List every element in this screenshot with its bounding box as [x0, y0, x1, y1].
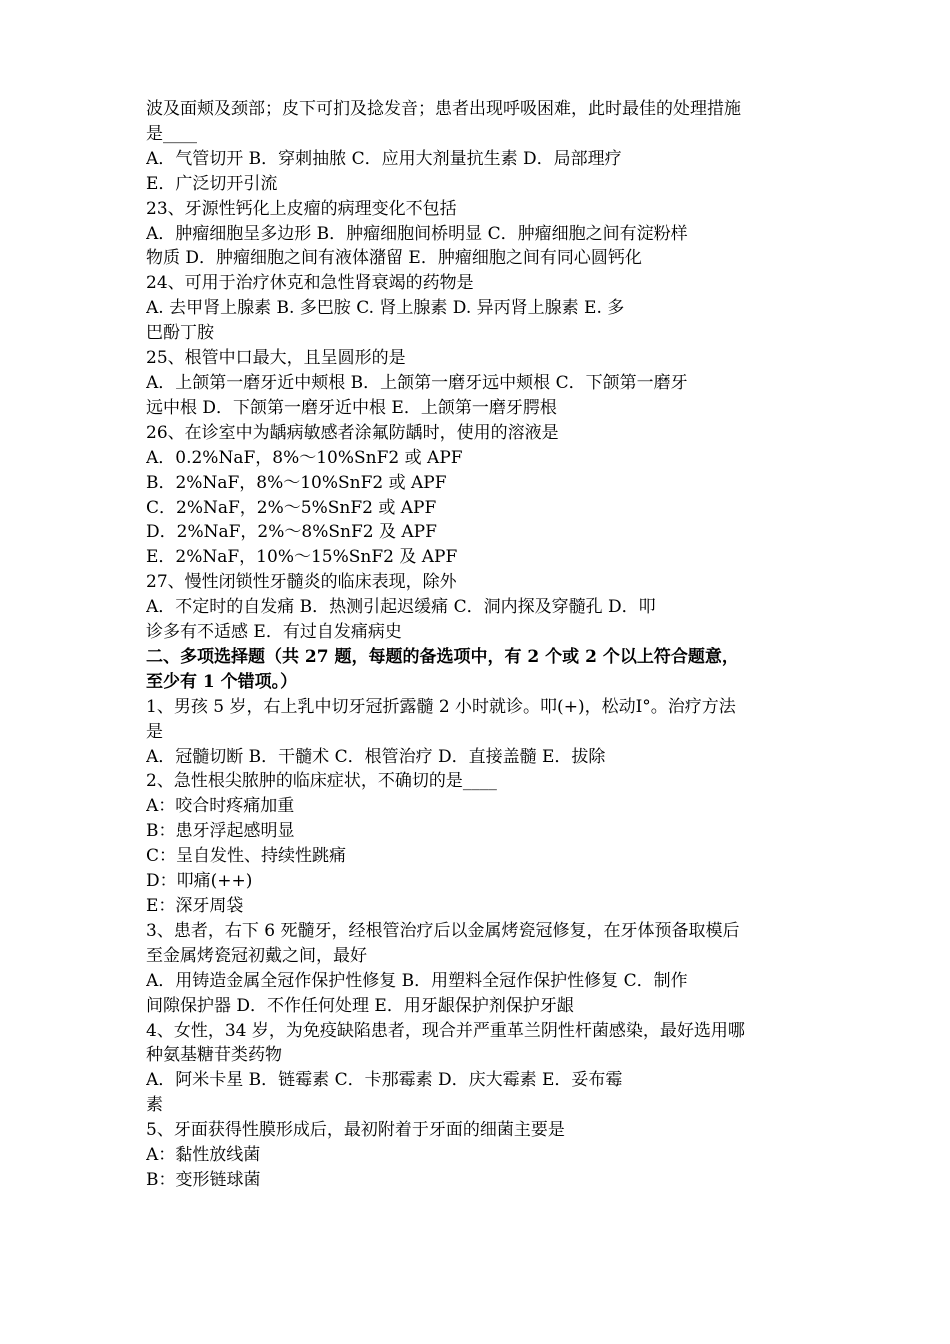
text-line: 诊多有不适感 E．有过自发痛病史	[146, 622, 402, 643]
text-line: 间隙保护器 D．不作任何处理 E．用牙龈保护剂保护牙龈	[146, 995, 574, 1016]
text-line: A．气管切开 B．穿刺抽脓 C．应用大剂量抗生素 D．局部理疗	[146, 148, 622, 169]
text-line: 4、女性，34 岁，为免疫缺陷患者，现合并严重革兰阴性杆菌感染，最好选用哪	[146, 1020, 745, 1041]
text-line: 种氨基糖苷类药物	[146, 1045, 282, 1066]
text-line: E：深牙周袋	[146, 896, 244, 916]
text-line: 24、可用于治疗休克和急性肾衰竭的药物是	[146, 273, 474, 294]
text-line: 巴酚丁胺	[146, 323, 214, 344]
text-line: 27、慢性闭锁性牙髓炎的临床表现，除外	[146, 572, 457, 593]
text-line: E．2%NaF，10%～15%SnF2 及 APF	[146, 547, 458, 568]
text-line: A．0.2%NaF，8%～10%SnF2 或 APF	[146, 447, 463, 468]
text-line: 23、牙源性钙化上皮瘤的病理变化不包括	[146, 198, 457, 219]
text-line: A. 去甲肾上腺素 B. 多巴胺 C. 肾上腺素 D. 异丙肾上腺素 E. 多	[146, 298, 625, 319]
text-line: 26、在诊室中为龋病敏感者涂氟防龋时，使用的溶液是	[146, 422, 559, 443]
section-heading-line: 至少有 1 个错项。）	[146, 671, 298, 692]
text-line: D．2%NaF，2%～8%SnF2 及 APF	[146, 522, 437, 543]
text-line: 至金属烤瓷冠初戴之间，最好	[146, 945, 367, 966]
text-line: C：呈自发性、持续性跳痛	[146, 846, 347, 867]
text-line: 远中根 D．下颌第一磨牙近中根 E．上颌第一磨牙腭根	[146, 397, 557, 418]
text-line: 物质 D．肿瘤细胞之间有液体潴留 E．肿瘤细胞之间有同心圆钙化	[146, 248, 642, 269]
document-page	[146, 97, 810, 1193]
text-line: A．用铸造金属全冠作保护性修复 B．用塑料全冠作保护性修复 C．制作	[146, 970, 688, 991]
text-line: 波及面颊及颈部；皮下可扪及捻发音；患者出现呼吸困难，此时最佳的处理措施	[146, 99, 741, 119]
text-line: A．肿瘤细胞呈多边形 B．肿瘤细胞间桥明显 C．肿瘤细胞之间有淀粉样	[146, 223, 688, 244]
text-line: B：变形链球菌	[146, 1169, 261, 1190]
text-line: A：咬合时疼痛加重	[146, 796, 295, 817]
text-line: A．不定时的自发痛 B．热测引起迟缓痛 C．洞内探及穿髓孔 D．叩	[146, 597, 656, 618]
section-heading-line: 二、多项选择题（共 27 题，每题的备选项中，有 2 个或 2 个以上符合题意，	[146, 646, 739, 667]
text-line: 1、男孩 5 岁，右上乳中切牙冠折露髓 2 小时就诊。叩(+)，松动Ⅰ°。治疗方法	[146, 696, 736, 717]
text-line: E．广泛切开引流	[146, 173, 278, 194]
text-line: 25、根管中口最大，且呈圆形的是	[146, 348, 406, 369]
text-line: 3、患者，右下 6 死髓牙，经根管治疗后以金属烤瓷冠修复，在牙体预备取模后	[146, 920, 740, 941]
text-line: 是____	[146, 123, 197, 144]
text-line: 2、急性根尖脓肿的临床症状，不确切的是____	[146, 771, 497, 792]
text-line: B：患牙浮起感明显	[146, 821, 295, 842]
text-line: C．2%NaF，2%～5%SnF2 或 APF	[146, 497, 437, 518]
text-line: A．上颌第一磨牙近中颊根 B．上颌第一磨牙远中颊根 C．下颌第一磨牙	[146, 372, 688, 393]
text-line: A．阿米卡星 B．链霉素 C．卡那霉素 D．庆大霉素 E．妥布霉	[146, 1070, 623, 1091]
text-line: 5、牙面获得性膜形成后，最初附着于牙面的细菌主要是	[146, 1120, 565, 1141]
text-line: 素	[146, 1095, 163, 1116]
text-line: A．冠髓切断 B．干髓术 C．根管治疗 D．直接盖髓 E．拔除	[146, 746, 606, 767]
text-line: A：黏性放线菌	[146, 1145, 261, 1166]
text-line: 是	[146, 721, 163, 742]
text-line: B．2%NaF，8%～10%SnF2 或 APF	[146, 472, 447, 493]
text-line: D：叩痛(++)	[146, 871, 253, 892]
